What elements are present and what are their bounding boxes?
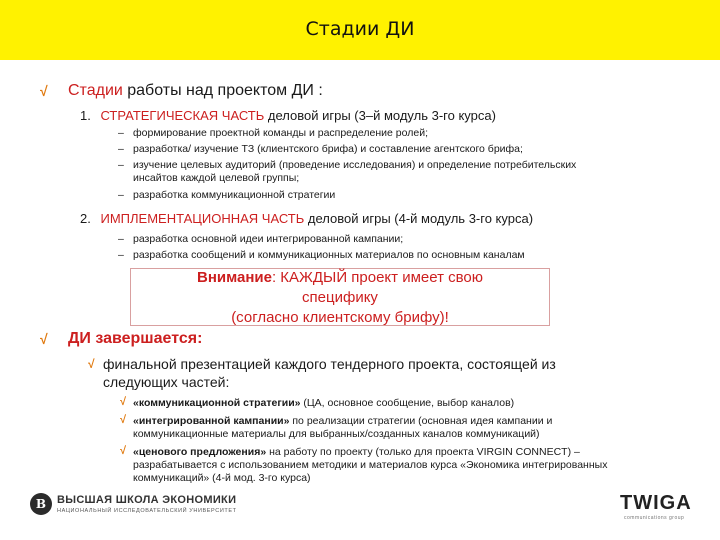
part-3: [133, 446, 580, 459]
stage-item-1-rest: деловой игры (3–й модуль 3-го курса): [264, 108, 496, 123]
check-bullet-icon: √: [40, 331, 48, 347]
stages-lead: [68, 82, 323, 100]
stages-lead-rest: работы над проектом ДИ :: [122, 82, 323, 99]
check-bullet-icon: √: [88, 357, 95, 371]
check-bullet-icon: √: [120, 396, 127, 408]
dash-bullet-icon: –: [118, 249, 124, 261]
part-2-rest: по реализации стратегии (основная идея кампании и: [289, 415, 553, 427]
attention-line-3: (согласно клиентскому брифу)!: [231, 309, 449, 326]
title-bar: [0, 0, 720, 60]
part-3-cont-2: коммуникаций» (4-й мод. 3-го курса): [133, 472, 311, 484]
stage-2-sub-1: разработка основной идеи интегрированной кампании;: [133, 233, 404, 245]
part-1-bold: «коммуникационной стратегии»: [133, 397, 301, 409]
part-2-bold: «интегрированной кампании»: [133, 415, 290, 427]
stage-item-2-caps: ИМПЛЕМЕНТАЦИОННАЯ ЧАСТЬ: [100, 211, 305, 226]
stage-item-1-caps: СТРАТЕГИЧЕСКАЯ ЧАСТЬ: [100, 108, 265, 123]
dash-bullet-icon: –: [118, 143, 124, 155]
twiga-logo: TWIGA: [620, 492, 692, 514]
part-2: [133, 415, 552, 428]
attention-line-1: [130, 268, 550, 288]
hse-subtitle: НАЦИОНАЛЬНЫЙ ИССЛЕДОВАТЕЛЬСКИЙ УНИВЕРСИТЕТ: [57, 508, 237, 514]
stage-1-sub-1: формирование проектной команды и распределение ролей;: [133, 127, 428, 139]
stage-item-1-number: 1.: [80, 108, 91, 123]
stage-item-2-rest: деловой игры (4-й модуль 3-го курса): [304, 211, 534, 226]
stage-item-2: [80, 211, 533, 226]
dash-bullet-icon: –: [118, 159, 124, 171]
stage-item-1: [80, 108, 496, 123]
completion-line-1: финальной презентацией каждого тендерного проекта, состоящей из: [103, 356, 556, 372]
part-3-cont-1: разрабатывается с использованием методики и материалов курса «Экономика интегрированных: [133, 459, 608, 471]
part-3-rest: на работу по проекту (только для проекта VIRGIN CONNECT) –: [266, 446, 580, 458]
part-3-bold: «ценового предложения»: [133, 446, 267, 458]
stage-1-sub-4: разработка коммуникационной стратегии: [133, 189, 336, 201]
dash-bullet-icon: –: [118, 233, 124, 245]
check-bullet-icon: √: [120, 414, 127, 426]
attention-note: [130, 268, 550, 328]
attention-line-2: специфику: [302, 289, 378, 306]
stage-2-sub-2: разработка сообщений и коммуникационных материалов по основным каналам: [133, 249, 525, 261]
attention-label: Внимание: [196, 269, 272, 286]
hse-logo-icon: В: [30, 493, 52, 515]
part-2-cont: коммуникационные материалы для выбранных/созданных каналов коммуникаций): [133, 428, 540, 440]
stage-1-sub-2: разработка/ изучение ТЗ (клиентского брифа) и составление агентского брифа;: [133, 143, 523, 155]
stage-item-2-number: 2.: [80, 211, 91, 226]
part-1-rest: (ЦА, основное сообщение, выбор каналов): [300, 397, 515, 409]
slide-title: Стадии ДИ: [305, 18, 415, 40]
attention-line-1-rest: : КАЖДЫЙ проект имеет свою: [271, 269, 484, 286]
part-1: [133, 397, 514, 410]
hse-name: ВЫСШАЯ ШКОЛА ЭКОНОМИКИ: [57, 494, 237, 506]
twiga-subtitle: communications group: [624, 515, 685, 521]
stages-lead-red: Стадии: [68, 82, 123, 99]
stage-1-sub-3-cont: инсайтов каждой целевой группы;: [133, 172, 300, 184]
check-bullet-icon: √: [120, 445, 127, 457]
completion-line-2: следующих частей:: [103, 374, 230, 390]
check-bullet-icon: √: [40, 83, 48, 99]
completion-title: ДИ завершается:: [68, 330, 203, 347]
dash-bullet-icon: –: [118, 127, 124, 139]
dash-bullet-icon: –: [118, 189, 124, 201]
stage-1-sub-3: изучение целевых аудиторий (проведение исследования) и определение потребительских: [133, 159, 577, 171]
